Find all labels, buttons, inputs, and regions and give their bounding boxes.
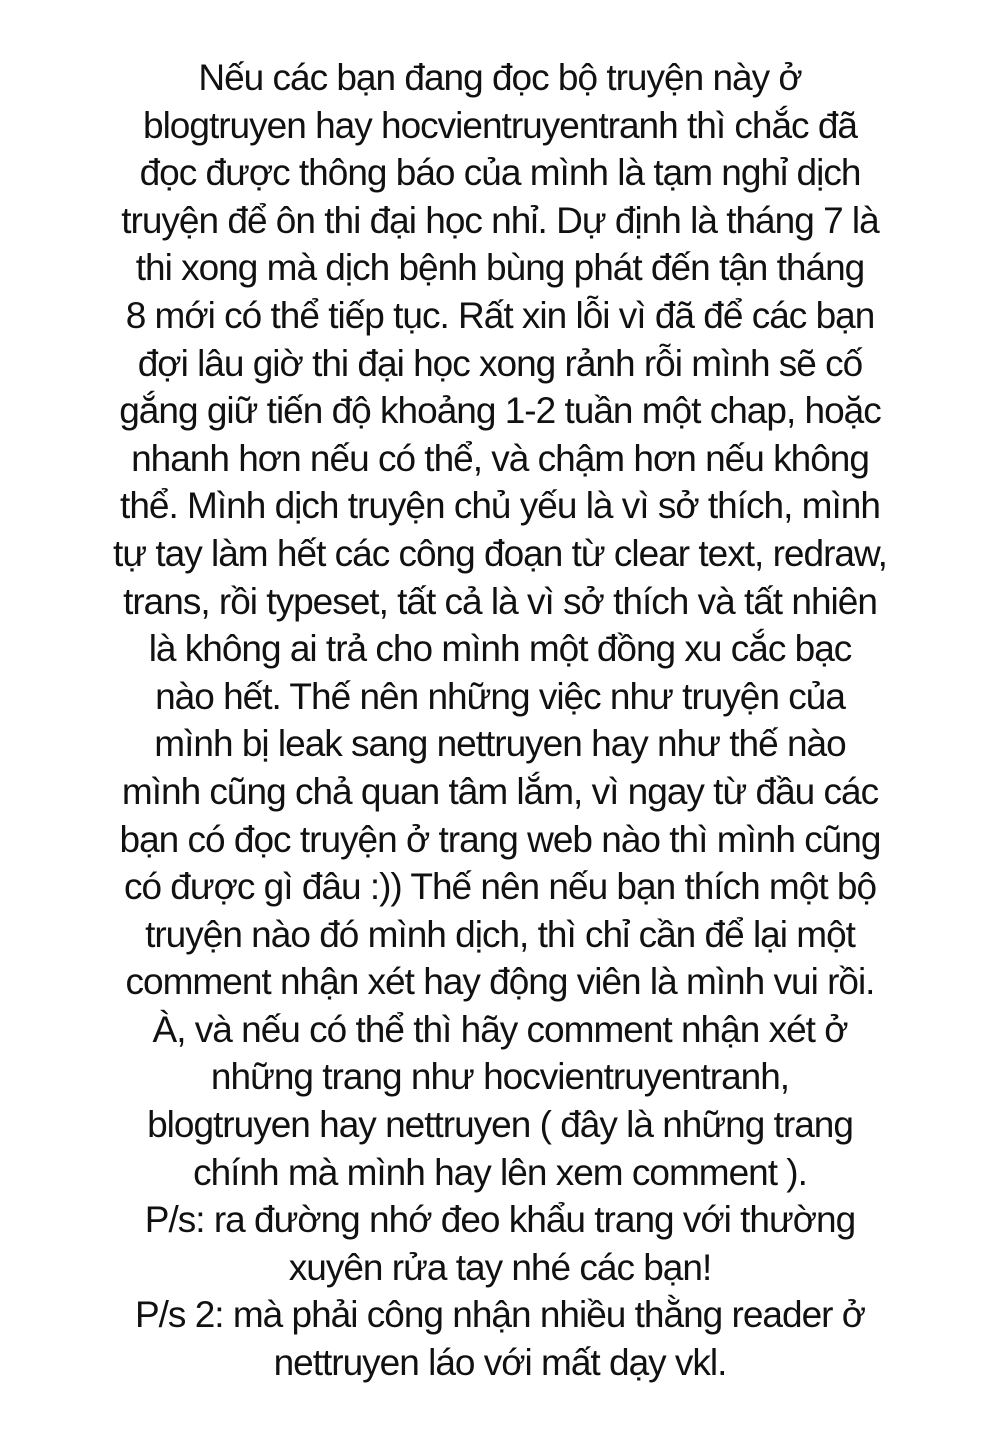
text-line: chính mà mình hay lên xem comment ). xyxy=(193,1151,807,1193)
text-line: bạn có đọc truyện ở trang web nào thì mình cũng xyxy=(119,818,881,860)
text-line: nettruyen láo với mất dạy vkl. xyxy=(273,1342,727,1384)
text-line: 8 mới có thể tiếp tục. Rất xin lỗi vì đã để các bạn xyxy=(125,294,875,336)
text-line: P/s 2: mà phải công nhận nhiều thằng reader ở xyxy=(134,1294,866,1336)
text-line: P/s: ra đường nhớ đeo khẩu trang với thường xyxy=(144,1199,856,1241)
translator-note xyxy=(0,54,1000,1387)
text-line: mình cũng chả quan tâm lắm, vì ngay từ đầu các xyxy=(121,770,879,812)
text-line: là không ai trả cho mình một đồng xu cắc bạc xyxy=(148,628,852,670)
text-line: thể. Mình dịch truyện chủ yếu là vì sở thích, mình xyxy=(120,485,880,527)
text-line: nhanh hơn nếu có thể, và chậm hơn nếu không xyxy=(131,437,869,479)
text-line: À, và nếu có thể thì hãy comment nhận xét ở xyxy=(152,1008,848,1050)
text-line: comment nhận xét hay động viên là mình vui rồi. xyxy=(125,961,875,1003)
text-line: có được gì đâu :)) Thế nên nếu bạn thích một bộ xyxy=(123,866,877,908)
text-line: Nếu các bạn đang đọc bộ truyện này ở xyxy=(198,57,802,98)
text-line: đợi lâu giờ thi đại học xong rảnh rỗi mình sẽ cố xyxy=(137,342,863,384)
text-line: tự tay làm hết các công đoạn từ clear text, redraw, xyxy=(113,532,887,574)
text-line: truyện để ôn thi đại học nhỉ. Dự định là tháng 7 là xyxy=(121,199,879,241)
text-line: mình bị leak sang nettruyen hay như thế nào xyxy=(154,723,846,765)
text-line: những trang như hocvientruyentranh, xyxy=(210,1056,790,1098)
text-line: thi xong mà dịch bệnh bùng phát đến tận tháng xyxy=(135,247,865,289)
text-line: truyện nào đó mình dịch, thì chỉ cần để lại một xyxy=(145,913,855,955)
text-line: đọc được thông báo của mình là tạm nghỉ dịch xyxy=(139,152,861,194)
text-line: gắng giữ tiến độ khoảng 1-2 tuần một chap, hoặc xyxy=(119,390,881,432)
text-line: blogtruyen hay nettruyen ( đây là những trang xyxy=(147,1104,853,1146)
text-line: xuyên rửa tay nhé các bạn! xyxy=(288,1246,712,1288)
text-line: blogtruyen hay hocvientruyentranh thì chắc đã xyxy=(143,104,857,146)
text-line: trans, rồi typeset, tất cả là vì sở thích và tất nhiên xyxy=(123,580,877,622)
text-line: nào hết. Thế nên những việc như truyện của xyxy=(155,675,845,717)
